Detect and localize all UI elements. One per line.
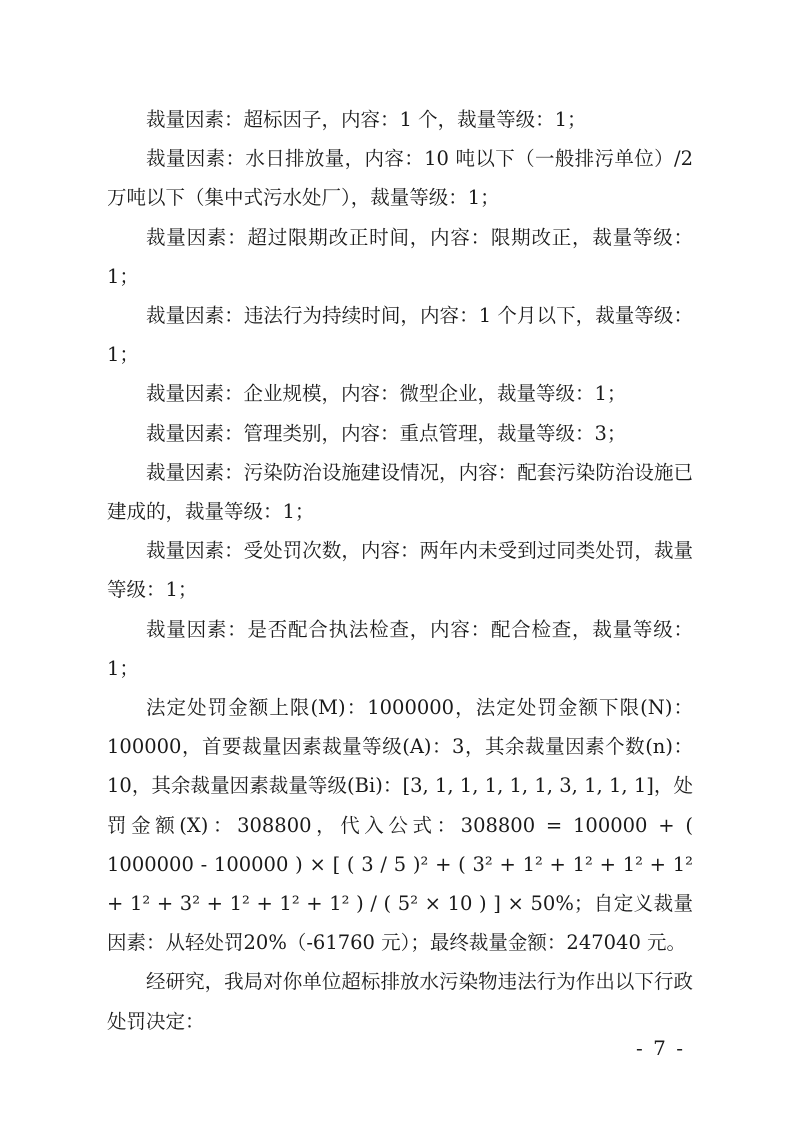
paragraph-decision-intro: 经研究，我局对你单位超标排放水污染物违法行为作出以下行政处罚决定： <box>107 970 693 1033</box>
paragraph-factor-overdue-correction: 裁量因素：超过限期改正时间，内容：限期改正，裁量等级：1； <box>107 225 693 288</box>
paragraph-factor-facility-construction: 裁量因素：污染防治设施建设情况，内容：配套污染防治设施已建成的，裁量等级：1； <box>107 460 693 524</box>
paragraph-factor-penalty-count: 裁量因素：受处罚次数，内容：两年内未受到过同类处罚，裁量等级：1； <box>107 539 693 602</box>
paragraph-factor-enterprise-scale: 裁量因素：企业规模，内容：微型企业，裁量等级：1； <box>146 382 627 406</box>
page-number: - 7 - <box>636 1036 685 1060</box>
paragraph-penalty-calculation: 法定处罚金额上限(M)：1000000，法定处罚金额下限(N)：100000，首要裁量因素裁量等级(A)：3，其余裁量因素个数(n)：10，其余裁量因素裁量等级(Bi)：[3, 1, 1, 1, 1, 1, 3, 1, 1, 1]，处罚金额(X)：308800，代入公式：308800 = 100000 + ( 1000000 - 100000 ) × [ ( 3 / 5 )² + ( 3² + 1² + 1² + 1² + 1² + 1² + 3² + 1² + 1² + 1² ) / ( 5² × 10 ) ] × 50%；自定义裁量因素：从轻处罚20%（-61760 元）；最终裁量金额：247040 元。 <box>107 696 693 955</box>
paragraph-factor-cooperation: 裁量因素：是否配合执法检查，内容：配合检查，裁量等级：1； <box>107 617 693 680</box>
paragraph-factor-daily-discharge: 裁量因素：水日排放量，内容：10 吨以下（一般排污单位）/2 万吨以下（集中式污水处厂），裁量等级：1； <box>107 147 693 210</box>
document-body <box>107 100 693 1041</box>
paragraph-factor-exceed-standard: 裁量因素：超标因子，内容：1 个，裁量等级：1； <box>146 108 587 131</box>
paragraph-factor-management-category: 裁量因素：管理类别，内容：重点管理，裁量等级：3； <box>146 421 627 445</box>
paragraph-factor-duration: 裁量因素：违法行为持续时间，内容：1 个月以下，裁量等级：1； <box>107 304 693 367</box>
